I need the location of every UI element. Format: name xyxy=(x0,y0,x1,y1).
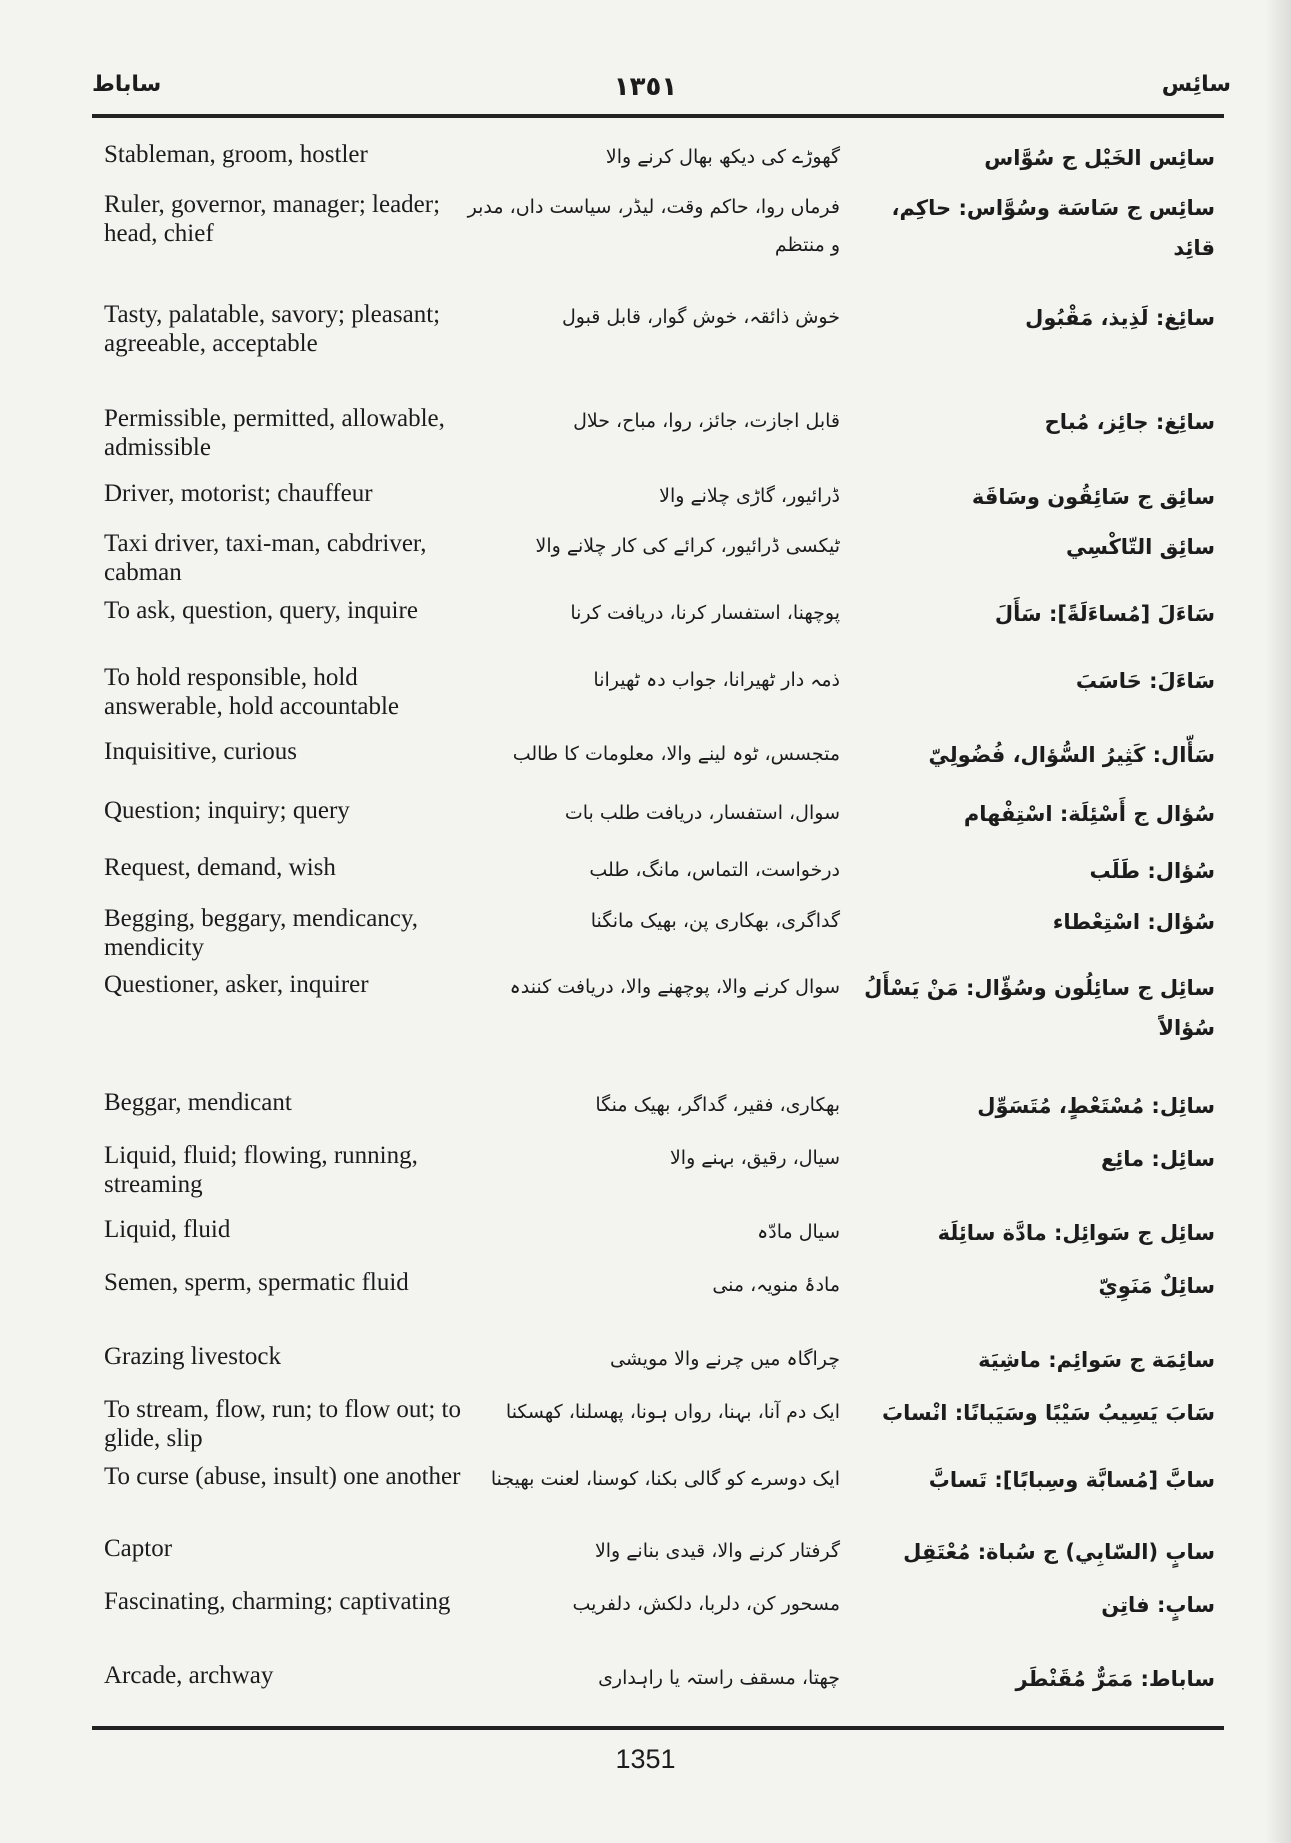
urdu-definition: مسحور کن، دلربا، دلکش، دلفریب xyxy=(572,1593,840,1615)
english-definition: Questioner, asker, inquirer xyxy=(104,971,369,998)
english-definition: Taxi driver, taxi-man, cabdriver, cabman xyxy=(104,530,427,586)
arabic-headword: ساباط: مَمَرٌّ مُقَنْطَر xyxy=(1015,1667,1215,1691)
english-definition: To curse (abuse, insult) one another xyxy=(104,1463,461,1490)
urdu-definition: ایک دم آنا، بہنا، رواں ہونا، پھسلنا، کھسکنا xyxy=(505,1401,840,1423)
arabic-headword: سَاءَلَ: حَاسَبَ xyxy=(1075,669,1215,693)
page-edge-shadow xyxy=(1265,0,1291,1843)
arabic-headword: سائِق ج سَائِقُون وسَاقَة xyxy=(971,485,1215,509)
english-definition: Ruler, governor, manager; leader; head, chief xyxy=(104,191,441,247)
urdu-definition: بھکاری، فقیر، گداگر، بھیک منگا xyxy=(595,1094,840,1116)
arabic-headword: سُؤال: طَلَب xyxy=(1089,859,1215,883)
urdu-definition: ڈرائیور، گاڑی چلانے والا xyxy=(659,485,840,507)
arabic-headword: سائِل ج سائِلُون وسُؤّال: مَنْ يَسْأَلُ سُؤالاً xyxy=(864,976,1215,1040)
english-definition: Stableman, groom, hostler xyxy=(104,141,368,168)
urdu-definition: خوش ذائقہ، خوش گوار، قابل قبول xyxy=(561,306,840,328)
arabic-headword: سائِس ج سَاسَة وسُوَّاس: حاكِم، قائِد xyxy=(891,196,1215,260)
arabic-headword: سائِل ج سَوائِل: مادَّة سائِلَة xyxy=(937,1221,1215,1245)
arabic-headword: سائِمَة ج سَوائِم: ماشِيَة xyxy=(978,1348,1215,1372)
arabic-headword: سائِغ: لَذِيذ، مَقْبُول xyxy=(1025,306,1215,330)
urdu-definition: ذمہ دار ٹھیرانا، جواب دہ ٹھیرانا xyxy=(593,669,840,691)
english-definition: Liquid, fluid xyxy=(104,1216,231,1243)
header-guide-word-first: سائِس xyxy=(1161,72,1231,97)
arabic-headword: سائِل: مائِع xyxy=(1101,1147,1215,1171)
urdu-definition: متجسس، ٹوہ لینے والا، معلومات کا طالب xyxy=(512,743,840,765)
urdu-definition: گداگری، بھکاری پن، بھیک مانگنا xyxy=(590,910,840,932)
english-definition: Grazing livestock xyxy=(104,1343,282,1370)
urdu-definition: ایک دوسرے کو گالی بکنا، کوسنا، لعنت بھیجنا xyxy=(490,1468,840,1490)
arabic-headword: سائِس الخَيْل ج سُوَّاس xyxy=(984,146,1215,170)
arabic-headword: سائِلٌ مَنَوِيّ xyxy=(1098,1274,1215,1298)
urdu-definition: سوال، استفسار، دریافت طلب بات xyxy=(564,802,840,824)
urdu-definition: سیال مادّہ xyxy=(757,1221,840,1243)
english-definition: Arcade, archway xyxy=(104,1662,274,1689)
arabic-headword: سَابَ يَسِيبُ سَيْبًا وسَيَبانًا: انْسابَ xyxy=(882,1401,1215,1425)
english-definition: Begging, beggary, mendicancy, mendicity xyxy=(104,905,419,961)
urdu-definition: مادۂ منویہ، منی xyxy=(712,1274,840,1296)
english-definition: Question; inquiry; query xyxy=(104,797,350,824)
urdu-definition: سوال کرنے والا، پوچھنے والا، دریافت کنندہ xyxy=(509,976,840,998)
urdu-definition: فرماں روا، حاکم وقت، لیڈر، سیاست داں، مدبر و منتظم xyxy=(467,196,840,256)
english-definition: Liquid, fluid; flowing, running, streaming xyxy=(104,1142,418,1198)
footer-rule xyxy=(92,1726,1224,1730)
arabic-headword: سائِغ: جائِز، مُباح xyxy=(1044,410,1215,434)
urdu-definition: چراگاہ میں چرنے والا مویشی xyxy=(609,1348,840,1370)
arabic-headword: سابٍ (السّابِي) ج سُباة: مُعْتَقِل xyxy=(903,1540,1215,1564)
header-page-number: ١٣٥١ xyxy=(613,72,678,102)
english-definition: Beggar, mendicant xyxy=(104,1089,292,1116)
arabic-headword: سَاءَلَ [مُساءَلَةً]: سَأَلَ xyxy=(994,602,1215,626)
english-definition: Captor xyxy=(104,1535,173,1562)
urdu-definition: قابل اجازت، جائز، روا، مباح، حلال xyxy=(573,410,840,432)
english-definition: Permissible, permitted, allowable, admissible xyxy=(104,405,445,461)
urdu-definition: پوچھنا، استفسار کرنا، دریافت کرنا xyxy=(570,602,840,624)
header-guide-word-last: ساباط xyxy=(92,72,162,97)
urdu-definition: سیال، رقیق، بہنے والا xyxy=(669,1147,840,1169)
header-rule xyxy=(92,114,1224,118)
arabic-headword: سائِل: مُسْتَعْطٍ، مُتَسَوِّل xyxy=(977,1094,1215,1118)
arabic-headword: سَأّال: كَثِيرُ السُّؤال، فُضُولِيّ xyxy=(928,743,1215,767)
urdu-definition: گرفتار کرنے والا، قیدی بنانے والا xyxy=(594,1540,840,1562)
english-definition: Inquisitive, curious xyxy=(104,738,298,765)
arabic-headword: سُؤال: اسْتِعْطاء xyxy=(1052,910,1215,934)
footer-page-number: 1351 xyxy=(615,1744,676,1774)
arabic-headword: سابَّ [مُسابَّة وسِبابًا]: تَسابَّ xyxy=(928,1468,1215,1492)
english-definition: To hold responsible, hold answerable, hold accountable xyxy=(104,664,400,720)
arabic-headword: سُؤال ج أَسْئِلَة: اسْتِفْهام xyxy=(963,802,1215,826)
arabic-headword: سابٍ: فاتِن xyxy=(1101,1593,1215,1617)
urdu-definition: درخواست، التماس، مانگ، طلب xyxy=(589,859,840,881)
urdu-definition: گھوڑے کی دیکھ بھال کرنے والا xyxy=(605,146,840,168)
english-definition: To ask, question, query, inquire xyxy=(104,597,418,624)
arabic-headword: سائِق التّاكْسِي xyxy=(1065,535,1215,559)
english-definition: Driver, motorist; chauffeur xyxy=(104,480,373,507)
english-definition: Request, demand, wish xyxy=(104,854,336,881)
urdu-definition: ٹیکسی ڈرائیور، کرائے کی کار چلانے والا xyxy=(535,535,840,557)
english-definition: Fascinating, charming; captivating xyxy=(104,1588,451,1615)
english-definition: To stream, flow, run; to flow out; to glide, slip xyxy=(104,1396,461,1452)
urdu-definition: چھتا، مسقف راستہ یا راہداری xyxy=(598,1667,840,1689)
english-definition: Semen, sperm, spermatic fluid xyxy=(104,1269,409,1296)
english-definition: Tasty, palatable, savory; pleasant; agreeable, acceptable xyxy=(104,301,441,357)
